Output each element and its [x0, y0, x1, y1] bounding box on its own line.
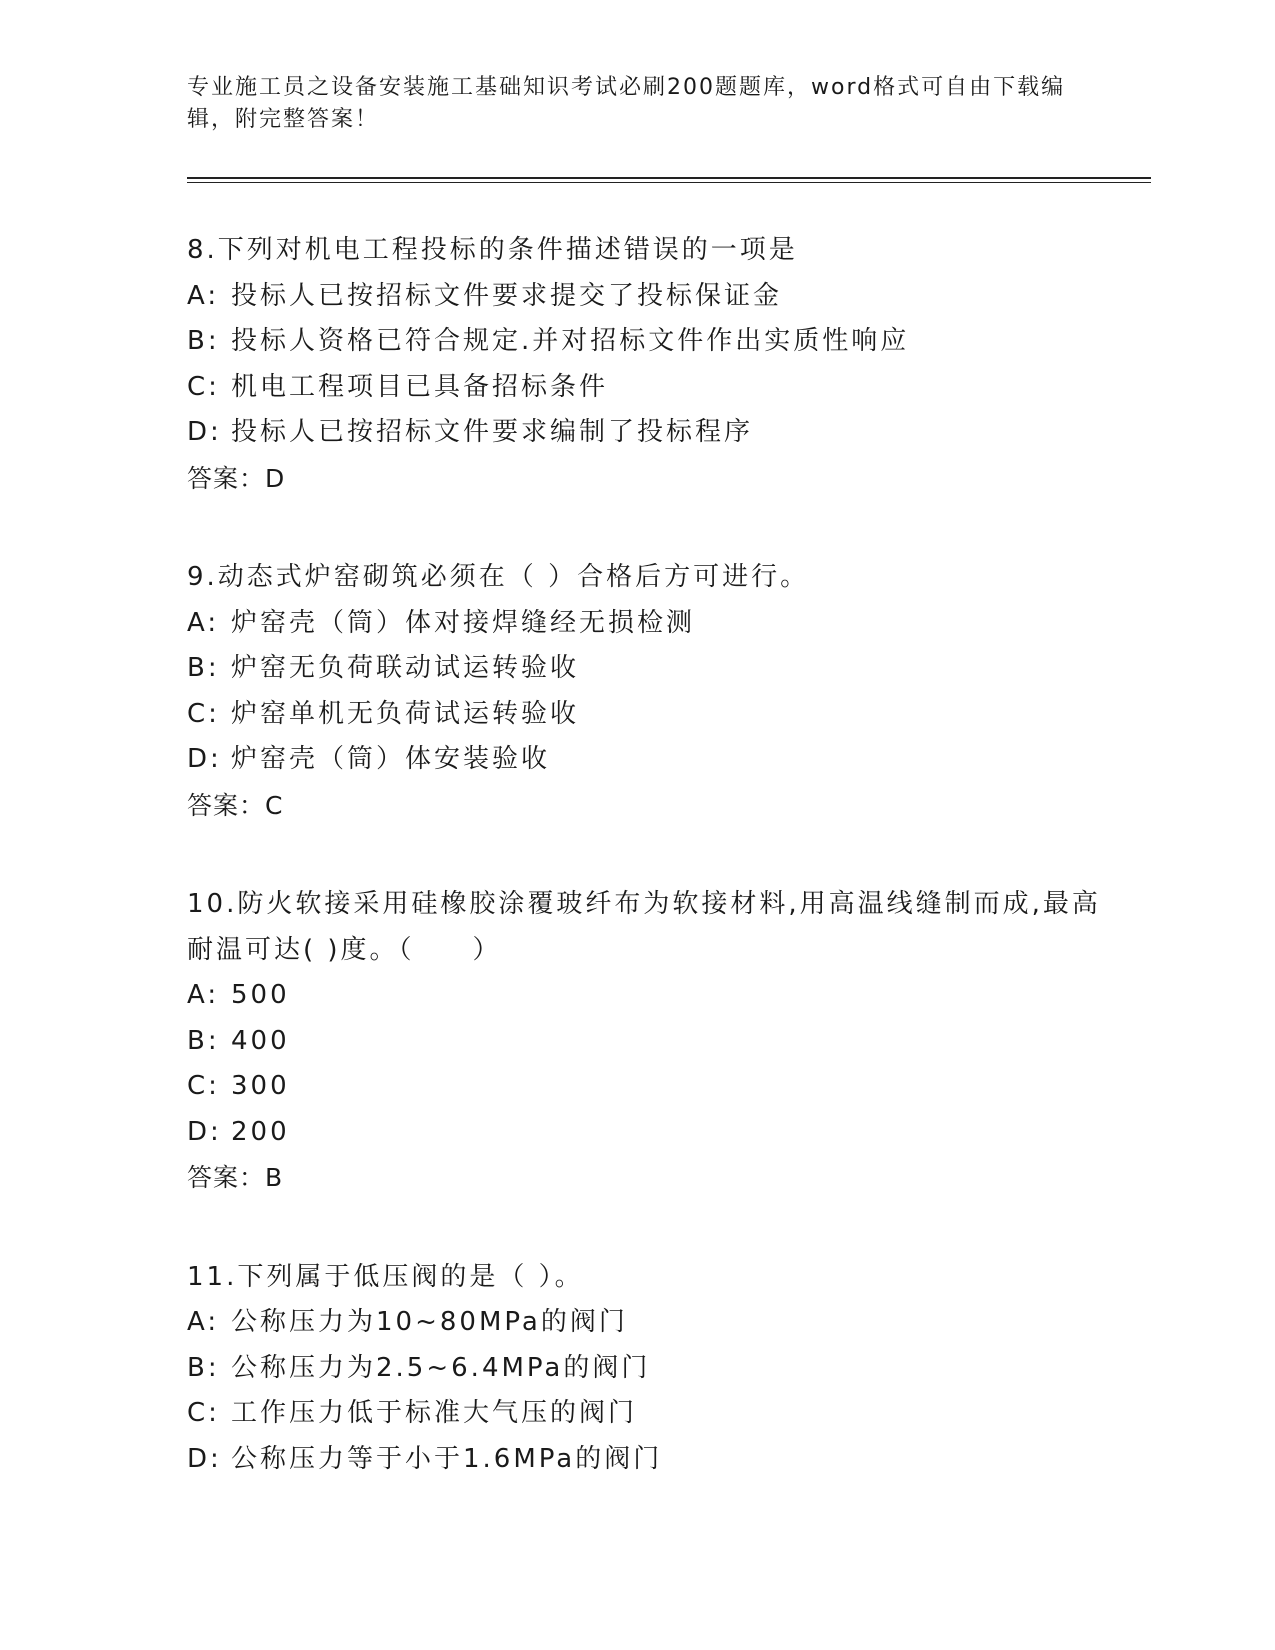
- option-key: B:: [187, 1352, 220, 1383]
- option-text: 公称压力为2.5~6.4MPa的阀门: [231, 1352, 651, 1383]
- option-c: [187, 1391, 1107, 1437]
- option-key: B:: [187, 653, 220, 683]
- option-key: C:: [187, 698, 220, 729]
- question-title: 9.动态式炉窑砌筑必须在（ ）合格后方可进行。: [187, 562, 810, 592]
- header-divider: [187, 177, 1151, 183]
- option-d: [187, 1437, 1107, 1483]
- option-b: [187, 1346, 1107, 1392]
- option-d: [187, 737, 1107, 783]
- question-item: [187, 228, 1107, 501]
- question-title: 10.防火软接采用硅橡胶涂覆玻纤布为软接材料,用高温线缝制而成,最高耐温可达( )度。（ ）: [187, 889, 1101, 965]
- option-text: 工作压力低于标准大气压的阀门: [231, 1398, 638, 1428]
- option-text: 公称压力为10~80MPa的阀门: [231, 1307, 628, 1337]
- option-d: [187, 1110, 1107, 1156]
- option-key: D:: [187, 1443, 222, 1474]
- option-text: 机电工程项目已具备招标条件: [231, 371, 609, 402]
- option-text: 投标人已按招标文件要求编制了投标程序: [231, 417, 754, 447]
- option-key: A:: [187, 607, 220, 638]
- option-c: [187, 692, 1107, 738]
- option-key: D:: [187, 417, 222, 447]
- option-key: A:: [187, 1307, 220, 1337]
- option-text: 炉窑单机无负荷试运转验收: [231, 698, 580, 729]
- option-text: 500: [231, 980, 290, 1010]
- option-text: 炉窑壳（筒）体安装验收: [231, 744, 551, 774]
- question-item: [187, 1255, 1107, 1483]
- option-key: B:: [187, 326, 220, 356]
- option-text: 炉窑无负荷联动试运转验收: [231, 653, 580, 683]
- option-a: [187, 1300, 1107, 1346]
- question-item: [187, 882, 1107, 1201]
- option-key: B:: [187, 1025, 220, 1056]
- option-text: 公称压力等于小于1.6MPa的阀门: [231, 1443, 663, 1474]
- option-key: D:: [187, 1116, 222, 1147]
- question-title: 8.下列对机电工程投标的条件描述错误的一项是: [187, 235, 798, 265]
- option-text: 200: [231, 1116, 290, 1147]
- question-list: [187, 228, 1107, 1536]
- option-key: C:: [187, 1398, 220, 1428]
- option-a: [187, 601, 1107, 647]
- option-text: 投标人已按招标文件要求提交了投标保证金: [231, 280, 783, 311]
- option-c: [187, 1064, 1107, 1110]
- answer-line: 答案：B: [187, 1163, 284, 1192]
- question-item: [187, 555, 1107, 828]
- option-text: 炉窑壳（筒）体对接焊缝经无损检测: [231, 607, 696, 638]
- option-text: 300: [231, 1071, 290, 1101]
- option-key: C:: [187, 371, 220, 402]
- option-d: [187, 410, 1107, 456]
- document-header: 专业施工员之设备安装施工基础知识考试必刷200题题库，word格式可自由下载编辑，附完整答案！: [187, 75, 1066, 132]
- answer-line: 答案：C: [187, 790, 284, 820]
- option-a: [187, 274, 1107, 320]
- option-a: [187, 973, 1107, 1019]
- option-key: A:: [187, 980, 220, 1010]
- option-key: C:: [187, 1071, 220, 1101]
- option-b: [187, 319, 1107, 365]
- option-key: D:: [187, 744, 222, 774]
- answer-line: 答案：D: [187, 463, 286, 493]
- option-text: 400: [231, 1025, 290, 1056]
- option-b: [187, 1019, 1107, 1065]
- question-title: 11.下列属于低压阀的是（ ）。: [187, 1261, 584, 1292]
- option-c: [187, 365, 1107, 411]
- option-text: 投标人资格已符合规定.并对招标文件作出实质性响应: [231, 326, 910, 356]
- option-b: [187, 646, 1107, 692]
- option-key: A:: [187, 280, 220, 311]
